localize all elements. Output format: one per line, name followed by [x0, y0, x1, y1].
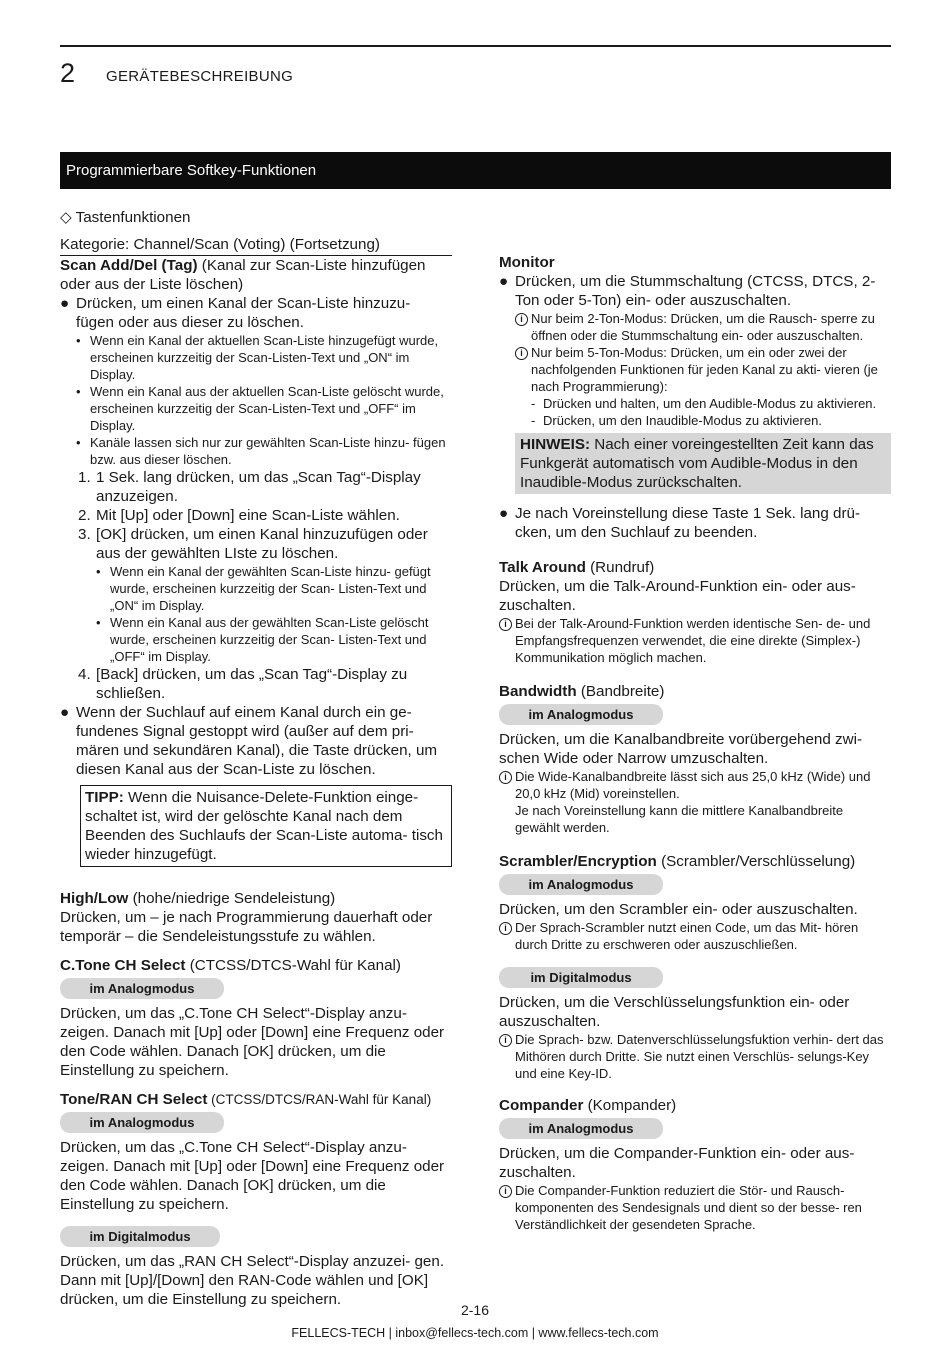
mode-badge: im Analogmodus [499, 874, 663, 895]
info-icon: i [499, 1185, 512, 1198]
numbered-step: 4. [Back] drücken, um das „Scan Tag“-Display zu schließen. [78, 666, 408, 702]
bullet-dot-icon: ● [499, 505, 509, 522]
compander-text: Drücken, um die Compander-Funktion ein- oder aus- zuschalten. [499, 1145, 855, 1181]
numbered-step: 3. [OK] drücken, um einen Kanal hinzuzufügen oder aus der gewählten LIste zu löschen. [78, 526, 428, 562]
note-item: i Nur beim 5-Ton-Modus: Drücken, um ein oder zwei der nachfolgenden Funktionen für jeden Kanal zu akti- vieren (je nach Programmierung): [515, 344, 891, 395]
bullet-dot-icon: ● [499, 273, 509, 290]
note-item: i Bei der Talk-Around-Funktion werden identische Sen- de- und Empfangsfrequenzen verwendet, die eine direkte (Simplex-) Kommunikation möglich machen. [499, 615, 891, 666]
chapter-title: GERÄTEBESCHREIBUNG [106, 68, 294, 85]
scrambler-digital-text: Drücken, um die Verschlüsselungsfunktion ein- oder auszuschalten. [499, 994, 850, 1030]
tone-ran-heading: Tone/RAN CH Select (CTCSS/DTCS/RAN-Wahl für Kanal) [60, 1091, 432, 1108]
high-low-text: Drücken, um – je nach Programmierung dauerhaft oder temporär – die Sendeleistungsstufe zu wählen. [60, 909, 433, 945]
scrambler-text: Drücken, um den Scrambler ein- oder auszuschalten. [499, 901, 858, 918]
bandwidth-text: Drücken, um die Kanalbandbreite vorübergehend zwi- schen Wide oder Narrow umzuschalten. [499, 731, 863, 767]
category-heading: Kategorie: Channel/Scan (Voting) (Fortsetzung) [60, 235, 452, 256]
dash-item: - Drücken und halten, um den Audible-Modus zu aktivieren. [531, 396, 877, 411]
high-low-heading: High/Low (hohe/niedrige Sendeleistung) [60, 890, 336, 907]
page-number: 2-16 [460, 1302, 490, 1318]
compander-heading: Compander (Kompander) [499, 1097, 677, 1114]
note-item: i Die Compander-Funktion reduziert die Stör- und Rausch- komponenten des Sendesignals und dient so der besse- ren Verständlichkeit der gesendeten Sprache. [499, 1182, 891, 1233]
numbered-step: 2. Mit [Up] oder [Down] eine Scan-Liste wählen. [78, 507, 400, 524]
sub-bullet-item: • Kanäle lassen sich nur zur gewählten Scan-Liste hinzu- fügen bzw. aus dieser löschen. [76, 435, 446, 467]
sub-bullet-item: • Wenn ein Kanal der gewählten Scan-Liste hinzu- gefügt wurde, erscheinen kurzzeitig der Scan- Listen-Text und „ON“ im Display. [96, 564, 431, 613]
right-column [499, 253, 891, 1233]
info-icon: i [499, 618, 512, 631]
sub-bullet-item: • Wenn ein Kanal der aktuellen Scan-Liste hinzugefügt wurde, erscheinen kurzzeitig der Scan-Listen-Text und „ON“ im Display. [76, 333, 439, 382]
scan-add-del-heading: Scan Add/Del (Tag) (Kanal zur Scan-Liste hinzufügen oder aus der Liste löschen) [60, 257, 426, 293]
footer-text: FELLECS-TECH | inbox@fellecs-tech.com | www.fellecs-tech.com [291, 1326, 659, 1340]
ctone-heading: C.Tone CH Select (CTCSS/DTCS-Wahl für Kanal) [60, 957, 401, 974]
info-icon: i [515, 347, 528, 360]
diamond-icon: ◇ [60, 209, 72, 226]
mode-badge: im Analogmodus [60, 1112, 224, 1133]
header-rule [60, 45, 891, 47]
mode-badge: im Digitalmodus [499, 967, 663, 988]
bullet-dot-icon: ● [60, 704, 70, 721]
info-icon: i [499, 1034, 512, 1047]
notice-box: HINWEIS: Nach einer voreingestellten Zeit kann das Funkgerät automatisch vom Audible-Modus in den Inaudible-Modus zurückschalten. [515, 433, 891, 494]
sub-bullet-item: • Wenn ein Kanal aus der gewählten Scan-Liste gelöscht wurde, erscheinen kurzzeitig der Scan- Listen-Text und „OFF“ im Display. [96, 615, 429, 664]
left-column [60, 200, 452, 1309]
subsection-heading: ◇ Tastenfunktionen [60, 209, 191, 226]
monitor-heading: Monitor [499, 254, 555, 271]
info-icon: i [515, 313, 528, 326]
mode-badge: im Analogmodus [60, 978, 224, 999]
info-icon: i [499, 771, 512, 784]
bandwidth-heading: Bandwidth (Bandbreite) [499, 683, 665, 700]
talk-around-text: Drücken, um die Talk-Around-Funktion ein- oder aus- zuschalten. [499, 578, 856, 614]
bullet-dot-icon: ● [60, 295, 70, 312]
scrambler-heading: Scrambler/Encryption (Scrambler/Verschlüsselung) [499, 853, 856, 870]
tone-ran-digital-text: Drücken, um das „RAN CH Select“-Display anzuzei- gen. Dann mit [Up]/[Down] den RAN-Code wählen und [OK] drücken, um die Einstellung zu speichern. [60, 1253, 445, 1308]
tip-box: TIPP: Wenn die Nuisance-Delete-Funktion einge- schaltet ist, wird der gelöschte Kanal nach dem Beenden des Suchlaufs der Scan-Liste automa- tisch wieder hinzugefügt. [80, 785, 452, 867]
bullet-item: ● Drücken, um die Stummschaltung (CTCSS, DTCS, 2-Ton oder 5-Ton) ein- oder auszuschalten. [499, 273, 876, 309]
info-icon: i [499, 922, 512, 935]
note-item: i Die Wide-Kanalbandbreite lässt sich aus 25,0 kHz (Wide) und 20,0 kHz (Mid) voreinstellen. Je nach Voreinstellung kann die mittlere Kanalbandbreite gewählt werden. [499, 768, 891, 836]
mode-badge: im Analogmodus [499, 1118, 663, 1139]
mode-badge: im Analogmodus [499, 704, 663, 725]
numbered-step: 1. 1 Sek. lang drücken, um das „Scan Tag“-Display anzuzeigen. [78, 469, 421, 505]
note-item: i Der Sprach-Scrambler nutzt einen Code, um das Mit- hören durch Dritte zu erschweren oder auszuschließen. [499, 919, 891, 953]
note-item: i Nur beim 2-Ton-Modus: Drücken, um die Rausch- sperre zu öffnen oder die Stummschaltung ein- oder auszuschalten. [515, 310, 891, 344]
dash-item: - Drücken, um den Inaudible-Modus zu aktivieren. [531, 413, 822, 428]
bullet-item: ● Je nach Voreinstellung diese Taste 1 Sek. lang drü- cken, um den Suchlauf zu beenden. [499, 505, 861, 541]
mode-badge: im Digitalmodus [60, 1226, 220, 1247]
bullet-item: ● Wenn der Suchlauf auf einem Kanal durch ein ge- fundenes Signal gestoppt wird (außer auf dem pri- mären und sekundären Kanal), die Taste drücken, um diesen Kanal aus der Scan-Liste zu löschen. [60, 704, 438, 778]
ctone-text: Drücken, um das „C.Tone CH Select“-Display anzu- zeigen. Danach mit [Up] oder [Down] eine Frequenz oder den Code wählen. Danach [OK] drücken, um die Einstellung zu speichern. [60, 1005, 445, 1079]
sub-bullet-item: • Wenn ein Kanal aus der aktuellen Scan-Liste gelöscht wurde, erscheinen kurzzeitig der Scan-Listen-Text und „OFF“ im Display. [76, 384, 444, 433]
section-title-bar: Programmierbare Softkey-Funktionen [60, 152, 891, 189]
tone-ran-text: Drücken, um das „C.Tone CH Select“-Display anzu- zeigen. Danach mit [Up] oder [Down] eine Frequenz oder den Code wählen. Danach [OK] drücken, um die Einstellung zu speichern. [60, 1139, 445, 1213]
chapter-number: 2 [60, 58, 76, 88]
bullet-item: ● Drücken, um einen Kanal der Scan-Liste hinzuzu- fügen oder aus dieser zu löschen. [60, 295, 411, 331]
note-item: i Die Sprach- bzw. Datenverschlüsselungsfuktion verhin- dert das Mithören durch Dritte. Sie nutzt einen Verschlüs- selungs-Key und eine Key-ID. [499, 1031, 891, 1082]
talk-around-heading: Talk Around (Rundruf) [499, 559, 655, 576]
